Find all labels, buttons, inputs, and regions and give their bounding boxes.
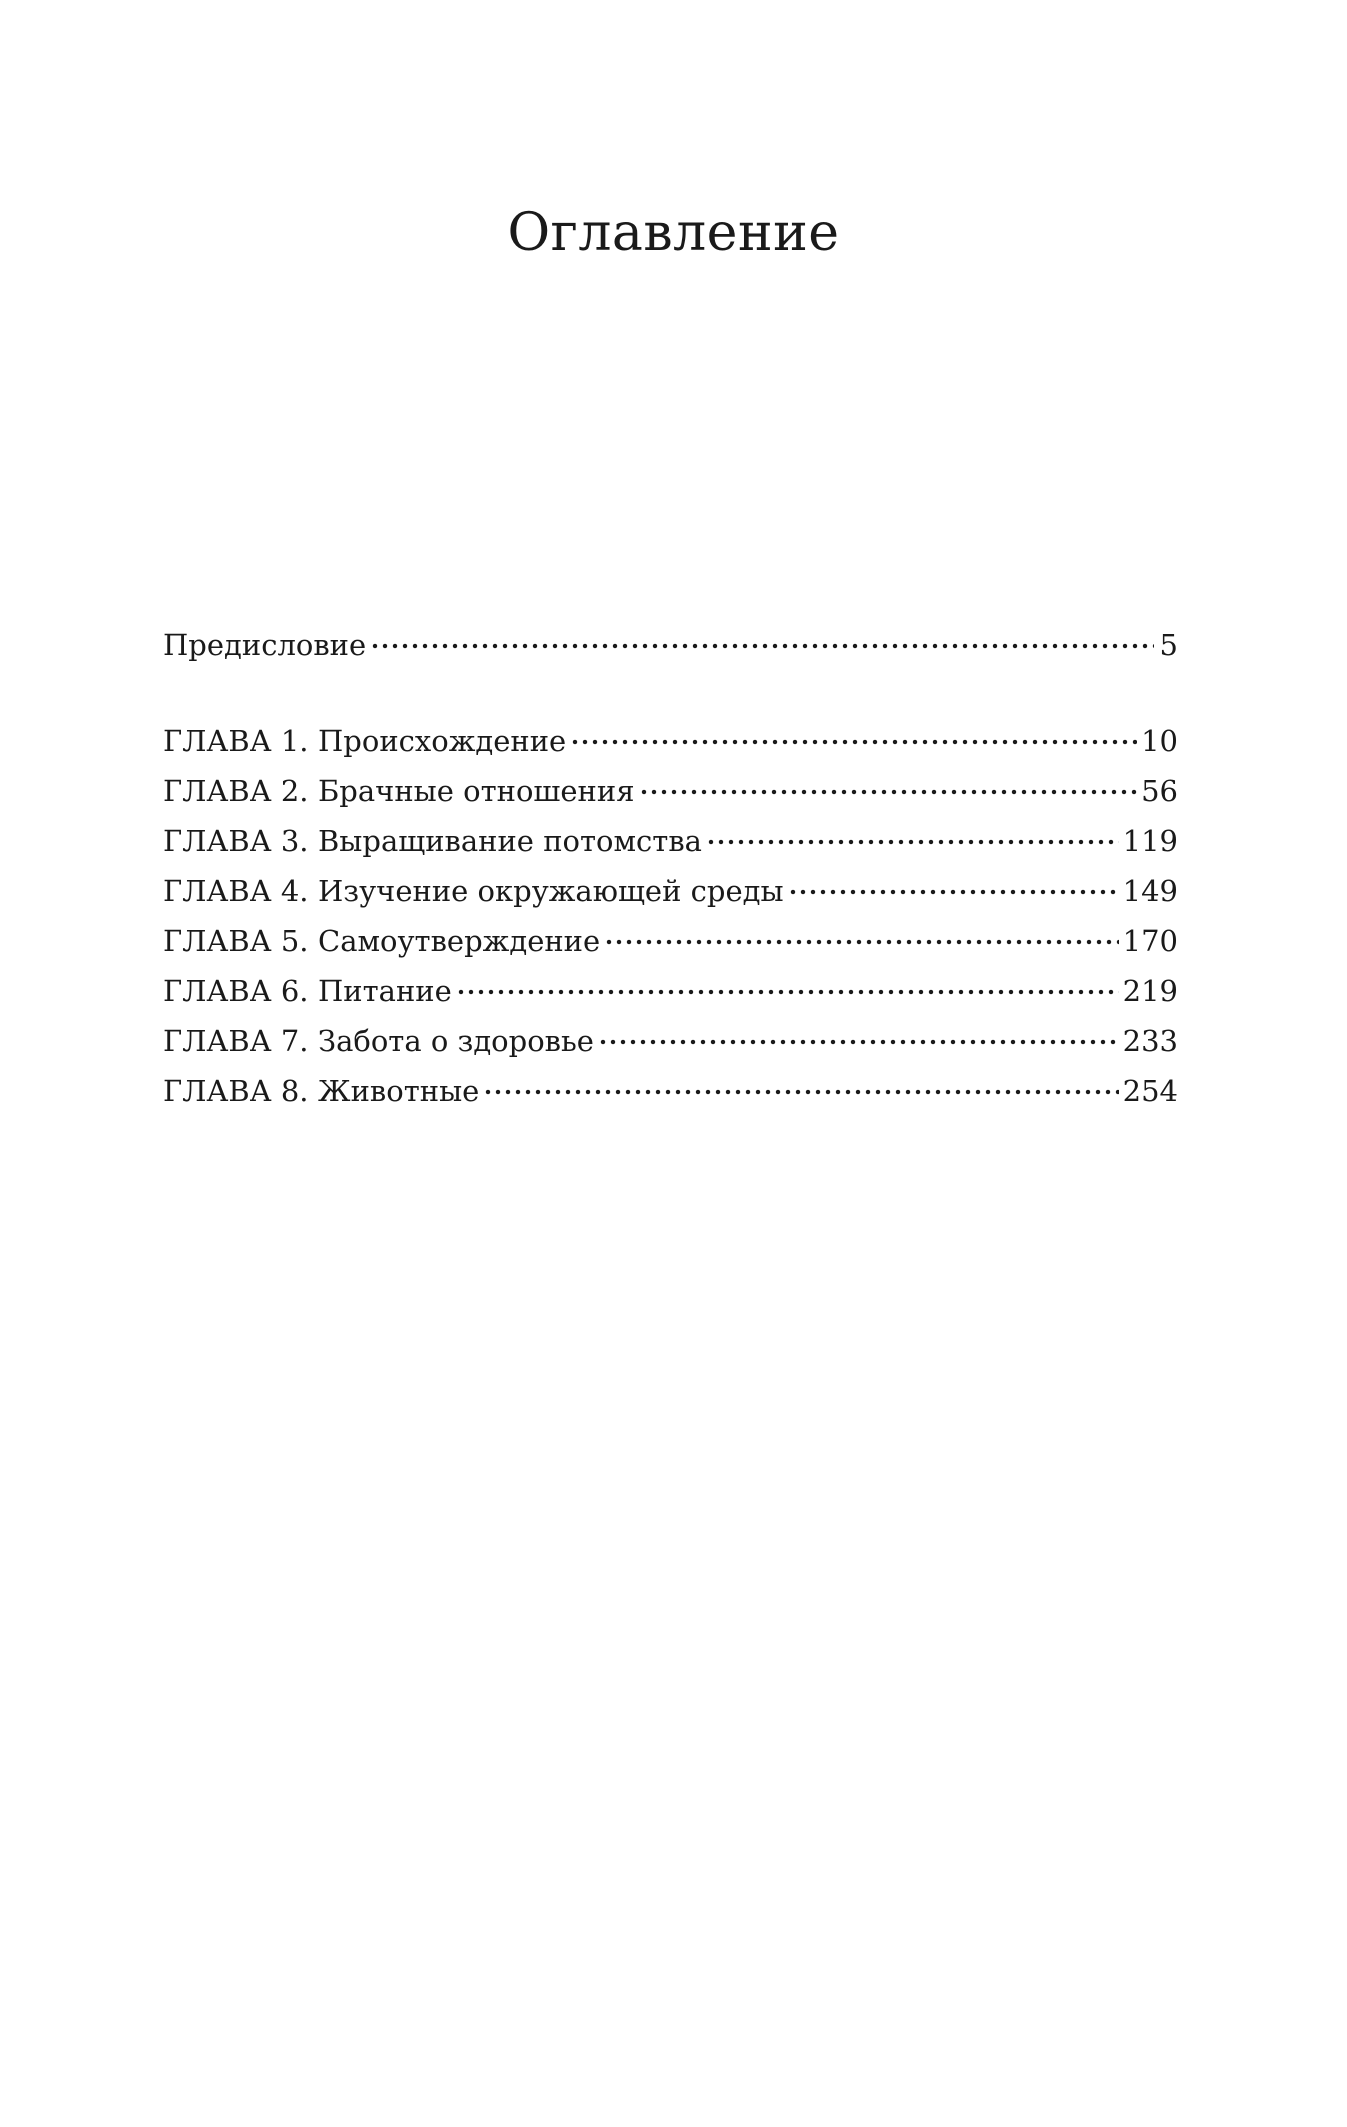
toc-entry-title: Питание [318,974,452,1008]
toc-page-number: 56 [1141,774,1178,808]
toc-entry-title: Предисловие [163,628,367,662]
toc-entry-title: Изучение окружающей среды [318,874,784,908]
toc-page-number: 254 [1122,1074,1178,1108]
chapter-prefix: ГЛАВА 1. [163,724,309,758]
chapter-prefix: ГЛАВА 2. [163,774,309,808]
toc-page-number: 219 [1122,974,1178,1008]
chapter-prefix: ГЛАВА 8. [163,1074,309,1108]
toc-entry-chapter-2[interactable] [163,766,1178,816]
toc-entry-chapter-8[interactable] [163,1066,1178,1116]
toc-entry-title: Происхождение [318,724,567,758]
toc-entry-label [163,916,600,966]
toc-entry-chapter-6[interactable] [163,966,1178,1016]
page-title: Оглавление [507,203,840,263]
dot-leader [706,839,1119,845]
dot-leader [456,989,1119,995]
dot-leader [639,789,1138,795]
toc-page-number: 5 [1159,628,1178,662]
dot-leader [483,1089,1118,1095]
toc-entry-title: Брачные отношения [318,774,635,808]
dot-leader [598,1039,1119,1045]
toc-entry-chapter-4[interactable] [163,866,1178,916]
chapter-prefix: ГЛАВА 7. [163,1024,309,1058]
dot-leader [370,643,1154,649]
toc-page-number: 233 [1122,1024,1178,1058]
toc-entry-title: Самоутверждение [318,924,601,958]
toc-entry-label [163,966,452,1016]
toc-entry-label [163,1066,479,1116]
toc-entry-title: Животные [318,1074,480,1108]
dot-leader [570,739,1137,745]
chapter-prefix: ГЛАВА 4. [163,874,309,908]
dot-leader [788,889,1119,895]
toc-entry-chapter-3[interactable] [163,816,1178,866]
chapter-prefix: ГЛАВА 3. [163,824,309,858]
table-of-contents [163,620,1178,1116]
toc-page-number: 170 [1122,924,1178,958]
toc-page-number: 119 [1122,824,1178,858]
chapter-prefix: ГЛАВА 6. [163,974,309,1008]
toc-entry-label [163,866,784,916]
toc-entry-label [163,1016,594,1066]
toc-entry-label [163,716,566,766]
dot-leader [604,939,1118,945]
toc-entry-label [163,766,635,816]
chapter-prefix: ГЛАВА 5. [163,924,309,958]
toc-entry-label [163,620,366,670]
toc-entry-chapter-5[interactable] [163,916,1178,966]
toc-entry-chapter-1[interactable] [163,716,1178,766]
toc-entry-title: Выращивание потомства [318,824,702,858]
toc-page-number: 10 [1141,724,1178,758]
toc-entry-title: Забота о здоровье [318,1024,594,1058]
toc-entry-preface[interactable] [163,620,1178,670]
toc-entry-label [163,816,702,866]
toc-entry-chapter-7[interactable] [163,1016,1178,1066]
toc-page-number: 149 [1122,874,1178,908]
